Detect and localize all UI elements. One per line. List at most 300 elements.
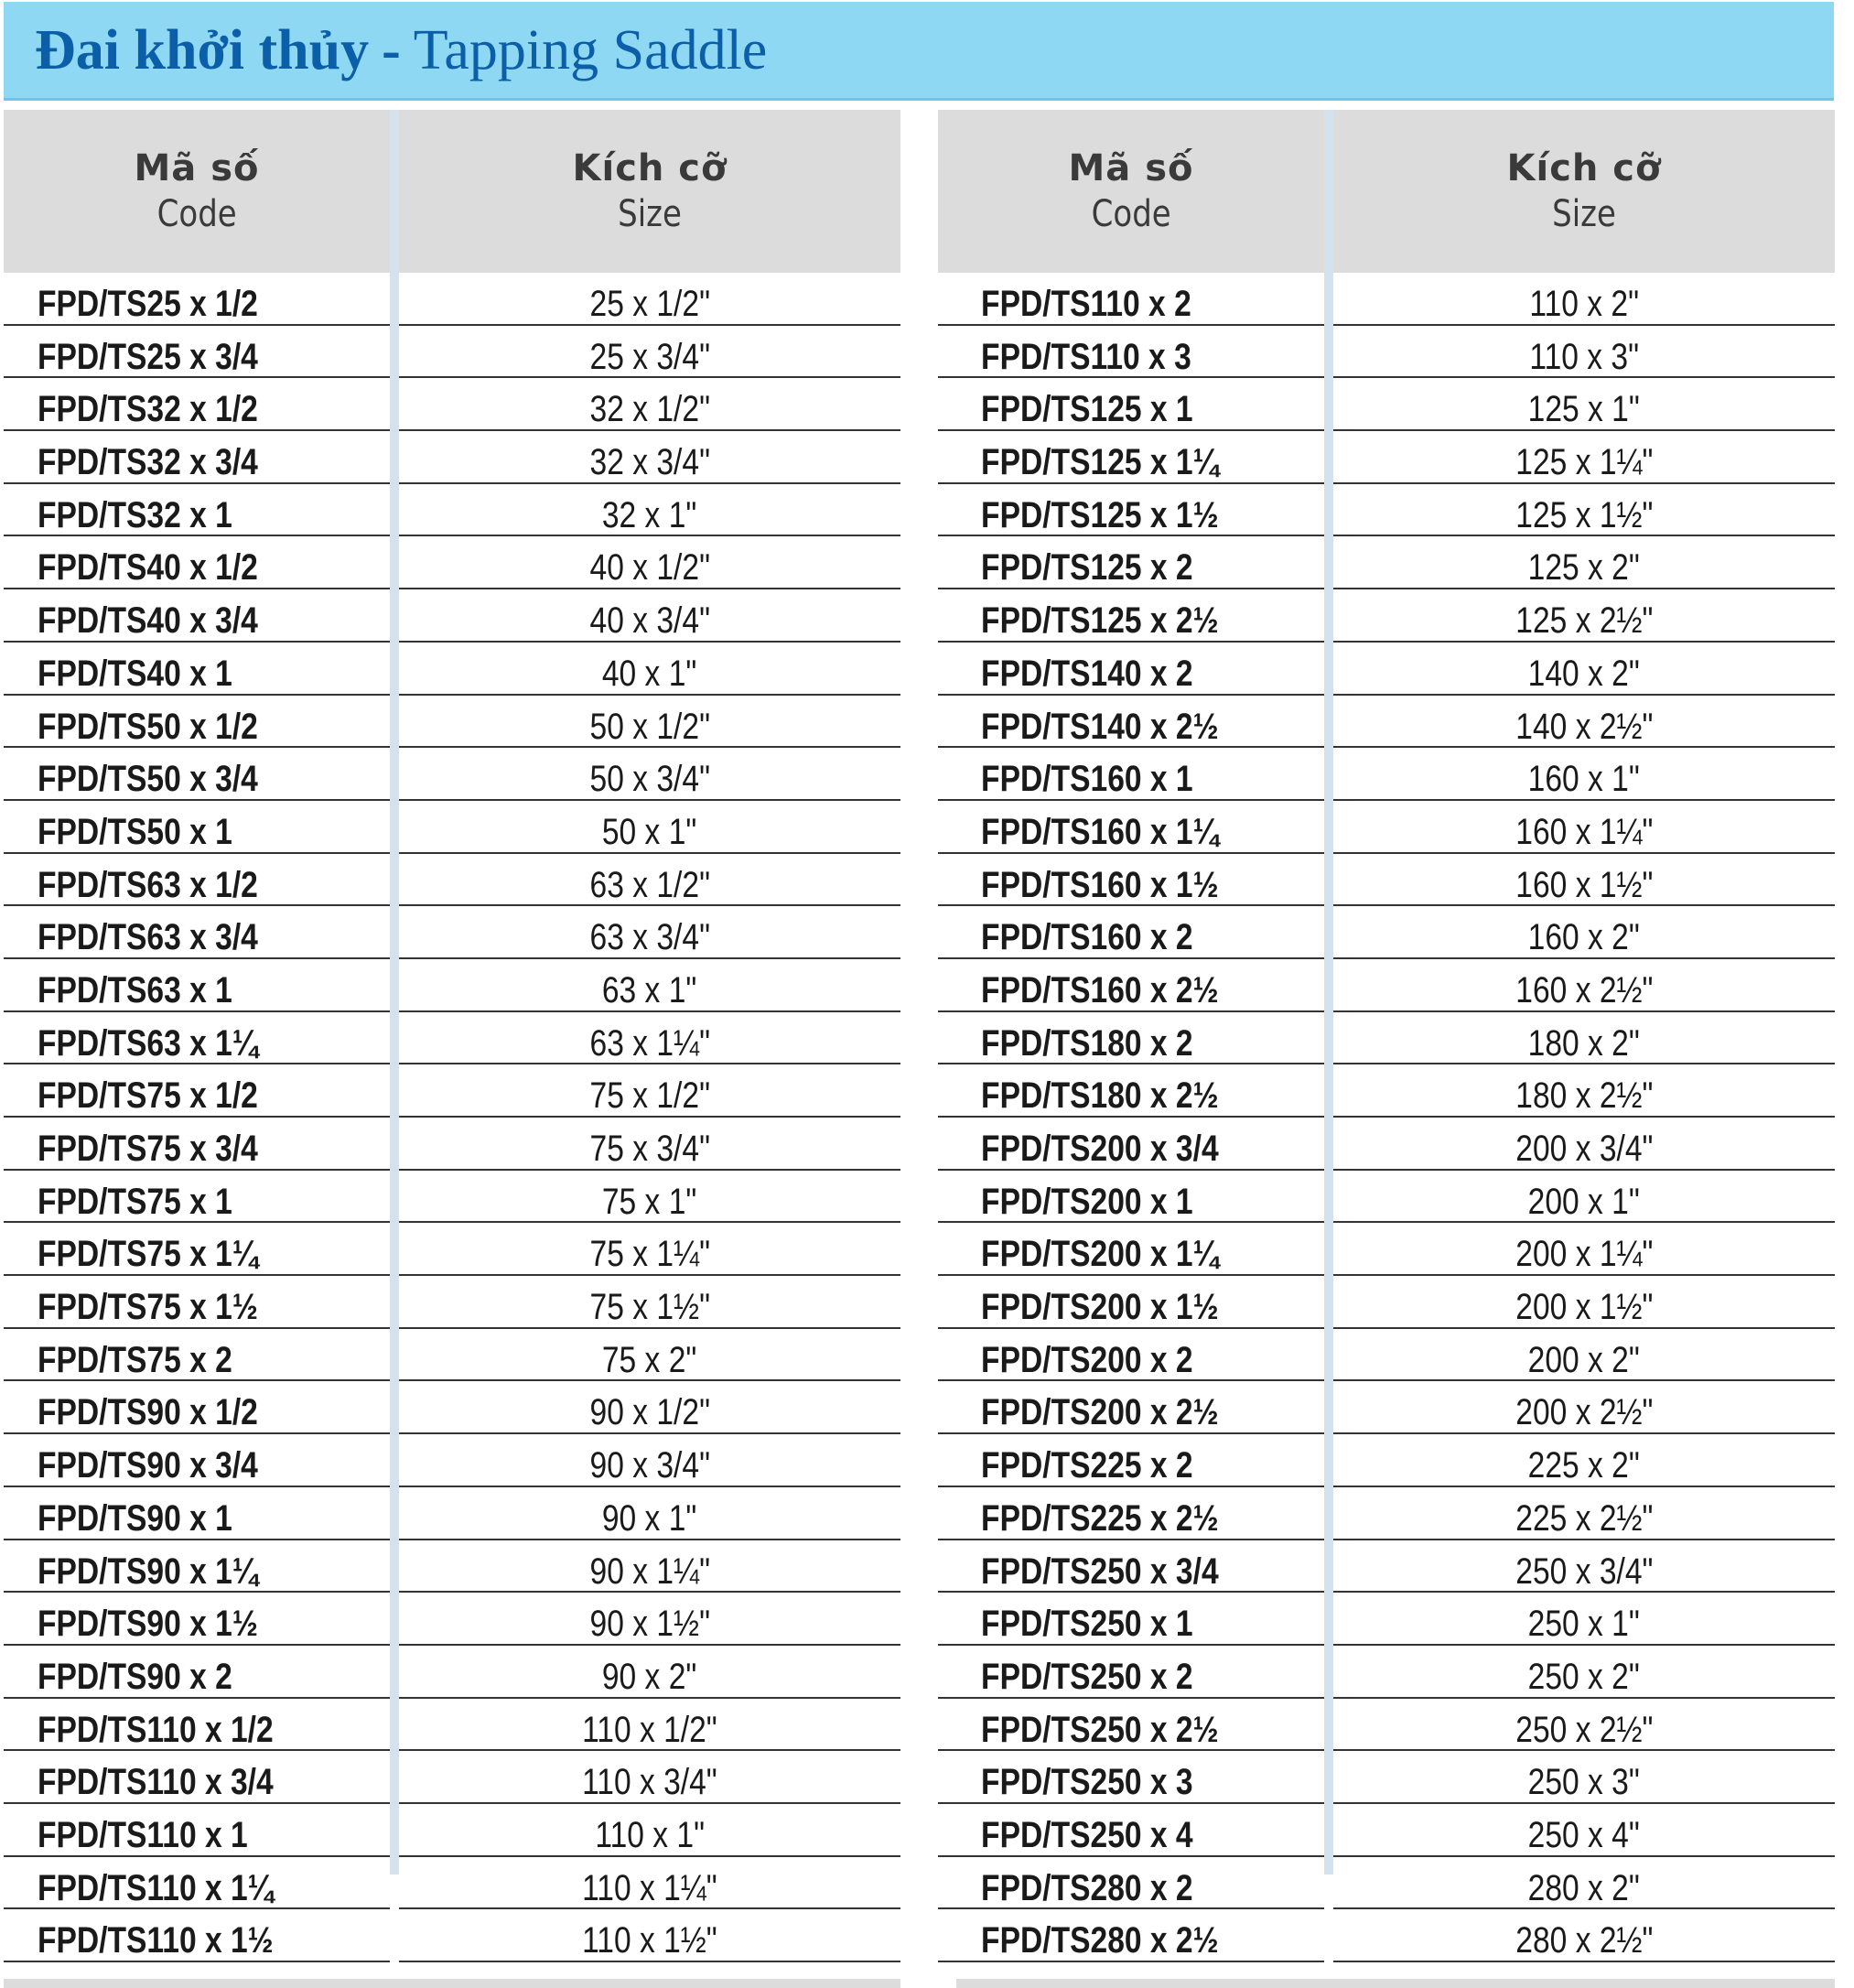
table-row (938, 906, 1835, 959)
code-text: FPD/TS160 x 1 (981, 759, 1193, 800)
table-row (938, 1804, 1835, 1857)
size-header-vi: Kích cỡ (1506, 147, 1662, 189)
code-cell (938, 1540, 1324, 1594)
code-cell (4, 1909, 390, 1962)
size-text: 250 x 3" (1527, 1762, 1641, 1803)
size-text: 90 x 1¼" (589, 1550, 710, 1592)
code-text: FPD/TS110 x 1¼ (37, 1867, 274, 1908)
size-text: 160 x 2½" (1514, 969, 1654, 1010)
table-row (4, 536, 900, 589)
size-cell (399, 748, 900, 801)
size-text: 125 x 2½" (1514, 600, 1654, 642)
code-cell (938, 959, 1324, 1012)
size-cell (399, 431, 900, 484)
size-cell (399, 1171, 900, 1224)
table-header (938, 110, 1835, 273)
size-text: 75 x 3/4" (589, 1129, 710, 1169)
size-cell (1333, 1909, 1835, 1962)
table-row (4, 1699, 900, 1752)
size-cell (1333, 378, 1835, 431)
size-header-vi: Kích cỡ (572, 147, 728, 189)
table-row (4, 1223, 900, 1276)
code-cell (4, 431, 390, 484)
table-footer-bar (956, 1979, 1835, 1988)
size-text: 110 x 1½" (582, 1920, 717, 1961)
size-cell (1333, 431, 1835, 484)
code-text: FPD/TS160 x 1¼ (981, 811, 1219, 852)
size-cell (1333, 748, 1835, 801)
size-text: 90 x 1/2" (589, 1392, 710, 1433)
code-cell (4, 1857, 390, 1910)
size-cell (399, 589, 900, 643)
size-text: 200 x 2½" (1514, 1392, 1654, 1433)
code-text: FPD/TS75 x 1½ (37, 1287, 258, 1328)
size-text: 125 x 1½" (1514, 494, 1654, 535)
size-text: 160 x 1½" (1514, 864, 1654, 905)
size-cell (1333, 1540, 1835, 1594)
size-text: 32 x 1/2" (589, 389, 710, 430)
size-text: 280 x 2½" (1514, 1920, 1654, 1961)
size-text: 63 x 1/2" (589, 864, 710, 905)
table-row (938, 1064, 1835, 1118)
code-cell (938, 801, 1324, 854)
code-cell (4, 1751, 390, 1804)
code-text: FPD/TS110 x 2 (981, 284, 1191, 324)
code-text: FPD/TS280 x 2 (981, 1867, 1193, 1908)
code-cell (4, 484, 390, 537)
size-cell (399, 1276, 900, 1329)
size-text: 250 x 4" (1527, 1814, 1641, 1855)
size-cell (399, 1751, 900, 1804)
code-cell (938, 1857, 1324, 1910)
size-cell (1333, 959, 1835, 1012)
code-text: FPD/TS110 x 1 (37, 1814, 248, 1855)
code-cell (938, 1223, 1324, 1276)
size-cell (1333, 1593, 1835, 1646)
size-cell (1333, 1699, 1835, 1752)
table-row (938, 1012, 1835, 1065)
code-cell (938, 906, 1324, 959)
title-banner (4, 2, 1834, 101)
code-text: FPD/TS40 x 1/2 (37, 547, 258, 589)
code-text: FPD/TS200 x 1½ (981, 1287, 1219, 1328)
code-text: FPD/TS280 x 2½ (981, 1920, 1219, 1961)
code-cell (938, 326, 1324, 379)
size-cell (1333, 1487, 1835, 1540)
table-row (4, 748, 900, 801)
code-cell (4, 643, 390, 696)
code-header-vi: Mã số (134, 147, 260, 189)
size-text: 40 x 3/4" (589, 600, 710, 642)
size-text: 90 x 2" (602, 1656, 697, 1697)
table-row (4, 696, 900, 749)
table-row (4, 906, 900, 959)
code-text: FPD/TS32 x 1 (37, 494, 232, 535)
title-vietnamese: Đai khởi thủy (35, 19, 370, 81)
column-divider (390, 110, 399, 273)
size-text: 200 x 2" (1527, 1339, 1641, 1380)
code-text: FPD/TS63 x 3/4 (37, 917, 258, 958)
code-cell (938, 1276, 1324, 1329)
size-text: 75 x 2" (602, 1339, 697, 1380)
table-row (4, 1276, 900, 1329)
table-row (4, 854, 900, 907)
size-text: 140 x 2" (1527, 653, 1641, 694)
title-separator: - (382, 19, 401, 81)
code-cell (4, 1487, 390, 1540)
code-cell (938, 431, 1324, 484)
code-text: FPD/TS90 x 1½ (37, 1604, 258, 1645)
code-cell (4, 959, 390, 1012)
size-text: 110 x 1" (595, 1814, 705, 1855)
table-row (938, 431, 1835, 484)
size-text: 110 x 3/4" (582, 1762, 717, 1803)
code-cell (4, 1540, 390, 1594)
size-cell (399, 1804, 900, 1857)
code-text: FPD/TS250 x 2½ (981, 1709, 1219, 1750)
table-row (4, 1012, 900, 1065)
size-cell (399, 1540, 900, 1594)
table-row (4, 1646, 900, 1699)
code-cell (938, 643, 1324, 696)
code-text: FPD/TS250 x 3 (981, 1762, 1193, 1803)
size-cell (1333, 1381, 1835, 1434)
size-cell (1333, 1223, 1835, 1276)
code-cell (938, 378, 1324, 431)
code-header-en: Code (156, 193, 237, 235)
code-cell (4, 536, 390, 589)
code-text: FPD/TS63 x 1/2 (37, 864, 258, 905)
size-text: 110 x 1¼" (582, 1867, 717, 1908)
size-text: 160 x 1" (1527, 759, 1641, 800)
code-text: FPD/TS180 x 2 (981, 1022, 1193, 1064)
code-text: FPD/TS225 x 2 (981, 1445, 1193, 1486)
code-text: FPD/TS90 x 1¼ (37, 1550, 258, 1592)
size-text: 50 x 1" (602, 811, 697, 852)
code-text: FPD/TS125 x 1¼ (981, 442, 1219, 483)
code-text: FPD/TS40 x 3/4 (37, 600, 258, 642)
code-cell (4, 378, 390, 431)
code-text: FPD/TS50 x 1 (37, 811, 232, 852)
code-text: FPD/TS125 x 1½ (981, 494, 1219, 535)
code-text: FPD/TS200 x 2½ (981, 1392, 1219, 1433)
size-header-en: Size (1552, 193, 1616, 235)
code-cell (938, 1804, 1324, 1857)
table-row (938, 378, 1835, 431)
code-text: FPD/TS160 x 2½ (981, 969, 1219, 1010)
code-cell (4, 1593, 390, 1646)
table-row (938, 589, 1835, 643)
size-cell (399, 643, 900, 696)
size-text: 140 x 2½" (1514, 706, 1654, 747)
code-cell (938, 1593, 1324, 1646)
code-text: FPD/TS50 x 1/2 (37, 706, 258, 747)
table-row (4, 589, 900, 643)
table-row (938, 854, 1835, 907)
size-cell (399, 536, 900, 589)
right-table (938, 110, 1835, 1962)
table-row (4, 801, 900, 854)
code-cell (4, 1434, 390, 1487)
code-cell (4, 1329, 390, 1382)
code-text: FPD/TS90 x 3/4 (37, 1445, 258, 1486)
table-row (938, 1646, 1835, 1699)
size-text: 160 x 2" (1527, 917, 1641, 958)
page-title (35, 18, 767, 83)
size-cell (1333, 696, 1835, 749)
size-cell (399, 1857, 900, 1910)
table-row (4, 1381, 900, 1434)
size-cell (399, 1381, 900, 1434)
table-row (938, 273, 1835, 326)
size-cell (399, 1909, 900, 1962)
size-text: 25 x 3/4" (589, 336, 710, 377)
code-text: FPD/TS50 x 3/4 (37, 759, 258, 800)
code-cell (4, 801, 390, 854)
code-text: FPD/TS250 x 2 (981, 1656, 1193, 1697)
size-text: 125 x 2" (1527, 547, 1641, 589)
size-cell (399, 1329, 900, 1382)
size-text: 225 x 2½" (1514, 1497, 1654, 1539)
code-text: FPD/TS25 x 1/2 (37, 284, 258, 324)
code-cell (938, 536, 1324, 589)
size-cell (399, 1487, 900, 1540)
code-cell (4, 748, 390, 801)
size-text: 125 x 1¼" (1514, 442, 1654, 483)
table-row (938, 748, 1835, 801)
size-cell (1333, 1012, 1835, 1065)
code-text: FPD/TS110 x 3/4 (37, 1762, 274, 1803)
table-row (938, 1593, 1835, 1646)
code-text: FPD/TS110 x 1/2 (37, 1709, 274, 1750)
code-text: FPD/TS125 x 2½ (981, 600, 1219, 642)
code-cell (938, 1909, 1324, 1962)
code-cell (938, 854, 1324, 907)
code-cell (938, 1646, 1324, 1699)
size-text: 32 x 1" (602, 494, 697, 535)
code-cell (938, 1329, 1324, 1382)
size-cell (399, 1646, 900, 1699)
column-divider (1324, 110, 1333, 273)
table-body (938, 273, 1835, 1962)
code-text: FPD/TS75 x 3/4 (37, 1129, 258, 1169)
size-cell (1333, 589, 1835, 643)
code-text: FPD/TS63 x 1 (37, 969, 232, 1010)
table-row (938, 1434, 1835, 1487)
code-cell (938, 1699, 1324, 1752)
size-text: 250 x 1" (1527, 1604, 1641, 1645)
size-text: 40 x 1" (602, 653, 697, 694)
size-cell (1333, 1646, 1835, 1699)
table-row (4, 1434, 900, 1487)
table-row (4, 1593, 900, 1646)
table-header (4, 110, 900, 273)
code-text: FPD/TS40 x 1 (37, 653, 232, 694)
code-cell (938, 1118, 1324, 1171)
size-text: 200 x 3/4" (1514, 1129, 1654, 1169)
code-text: FPD/TS180 x 2½ (981, 1075, 1219, 1117)
table-row (938, 1857, 1835, 1910)
size-text: 40 x 1/2" (589, 547, 710, 589)
code-text: FPD/TS160 x 1½ (981, 864, 1219, 905)
table-row (938, 1329, 1835, 1382)
size-text: 225 x 2" (1527, 1445, 1641, 1486)
size-text: 75 x 1/2" (589, 1075, 710, 1117)
code-cell (4, 326, 390, 379)
size-text: 280 x 2" (1527, 1867, 1641, 1908)
code-text: FPD/TS125 x 1 (981, 389, 1193, 430)
table-row (938, 326, 1835, 379)
code-text: FPD/TS250 x 4 (981, 1814, 1193, 1855)
code-column-header (4, 110, 390, 273)
size-cell (399, 273, 900, 326)
code-cell (938, 1171, 1324, 1224)
code-cell (4, 589, 390, 643)
size-cell (1333, 906, 1835, 959)
size-text: 125 x 1" (1527, 389, 1641, 430)
table-row (4, 1329, 900, 1382)
size-cell (1333, 1434, 1835, 1487)
size-column-header (399, 110, 900, 273)
table-row (4, 1804, 900, 1857)
code-text: FPD/TS110 x 1½ (37, 1920, 274, 1961)
size-text: 90 x 1½" (589, 1604, 710, 1645)
code-text: FPD/TS250 x 1 (981, 1604, 1193, 1645)
code-cell (4, 1804, 390, 1857)
table-row (4, 1857, 900, 1910)
table-row (4, 643, 900, 696)
code-cell (938, 273, 1324, 326)
code-cell (4, 1012, 390, 1065)
size-cell (1333, 854, 1835, 907)
size-text: 75 x 1" (602, 1181, 697, 1222)
size-cell (399, 1434, 900, 1487)
size-cell (1333, 1064, 1835, 1118)
table-row (938, 801, 1835, 854)
table-row (4, 431, 900, 484)
code-cell (938, 484, 1324, 537)
table-row (4, 326, 900, 379)
code-text: FPD/TS200 x 1¼ (981, 1234, 1219, 1275)
size-cell (399, 378, 900, 431)
left-table (4, 110, 900, 1962)
code-header-vi: Mã số (1068, 147, 1194, 189)
code-cell (938, 696, 1324, 749)
size-text: 200 x 1½" (1514, 1287, 1654, 1328)
size-cell (1333, 1276, 1835, 1329)
table-row (938, 1276, 1835, 1329)
size-cell (399, 959, 900, 1012)
size-text: 90 x 1" (602, 1497, 697, 1539)
title-english: Tapping Saddle (413, 19, 768, 81)
size-text: 250 x 2" (1527, 1656, 1641, 1697)
code-cell (4, 1646, 390, 1699)
size-cell (399, 484, 900, 537)
code-text: FPD/TS110 x 3 (981, 336, 1191, 377)
size-cell (399, 801, 900, 854)
size-text: 250 x 2½" (1514, 1709, 1654, 1750)
code-text: FPD/TS200 x 2 (981, 1339, 1193, 1380)
code-text: FPD/TS63 x 1¼ (37, 1022, 258, 1064)
table-row (4, 378, 900, 431)
code-cell (4, 1171, 390, 1224)
table-row (938, 643, 1835, 696)
code-cell (938, 1751, 1324, 1804)
code-text: FPD/TS200 x 3/4 (981, 1129, 1219, 1169)
table-row (938, 1699, 1835, 1752)
code-text: FPD/TS32 x 3/4 (37, 442, 258, 483)
code-text: FPD/TS75 x 1¼ (37, 1234, 258, 1275)
code-cell (4, 1381, 390, 1434)
code-text: FPD/TS250 x 3/4 (981, 1550, 1219, 1592)
code-text: FPD/TS125 x 2 (981, 547, 1193, 589)
size-text: 50 x 1/2" (589, 706, 710, 747)
table-row (938, 1381, 1835, 1434)
size-cell (1333, 1329, 1835, 1382)
table-row (938, 1540, 1835, 1594)
size-text: 180 x 2½" (1514, 1075, 1654, 1117)
size-cell (1333, 536, 1835, 589)
code-text: FPD/TS25 x 3/4 (37, 336, 258, 377)
code-cell (938, 1012, 1324, 1065)
code-cell (4, 696, 390, 749)
code-text: FPD/TS90 x 1/2 (37, 1392, 258, 1433)
table-row (4, 959, 900, 1012)
size-column-header (1333, 110, 1835, 273)
table-footer-bar (4, 1979, 900, 1988)
code-cell (4, 273, 390, 326)
code-text: FPD/TS200 x 1 (981, 1181, 1193, 1222)
size-cell (399, 854, 900, 907)
code-text: FPD/TS140 x 2½ (981, 706, 1219, 747)
code-cell (4, 1118, 390, 1171)
size-cell (399, 1699, 900, 1752)
code-text: FPD/TS75 x 1 (37, 1181, 232, 1222)
table-row (938, 1751, 1835, 1804)
size-text: 250 x 3/4" (1514, 1550, 1654, 1592)
code-text: FPD/TS75 x 1/2 (37, 1075, 258, 1117)
table-row (4, 1487, 900, 1540)
code-cell (4, 1223, 390, 1276)
size-text: 90 x 3/4" (589, 1445, 710, 1486)
size-text: 180 x 2" (1527, 1022, 1641, 1064)
code-cell (938, 748, 1324, 801)
size-cell (1333, 1751, 1835, 1804)
code-cell (4, 1064, 390, 1118)
table-body (4, 273, 900, 1962)
size-text: 110 x 2" (1529, 284, 1639, 324)
size-cell (1333, 1118, 1835, 1171)
code-cell (938, 1487, 1324, 1540)
table-row (4, 1118, 900, 1171)
table-row (938, 484, 1835, 537)
size-text: 160 x 1¼" (1514, 811, 1654, 852)
table-row (938, 1171, 1835, 1224)
size-text: 32 x 3/4" (589, 442, 710, 483)
table-row (938, 696, 1835, 749)
code-text: FPD/TS225 x 2½ (981, 1497, 1219, 1539)
size-text: 63 x 1¼" (589, 1022, 710, 1064)
table-row (4, 1909, 900, 1962)
table-row (4, 484, 900, 537)
code-cell (938, 1064, 1324, 1118)
size-cell (1333, 1171, 1835, 1224)
size-cell (399, 906, 900, 959)
code-cell (4, 1276, 390, 1329)
size-cell (399, 1118, 900, 1171)
size-text: 200 x 1" (1527, 1181, 1641, 1222)
size-cell (399, 1593, 900, 1646)
